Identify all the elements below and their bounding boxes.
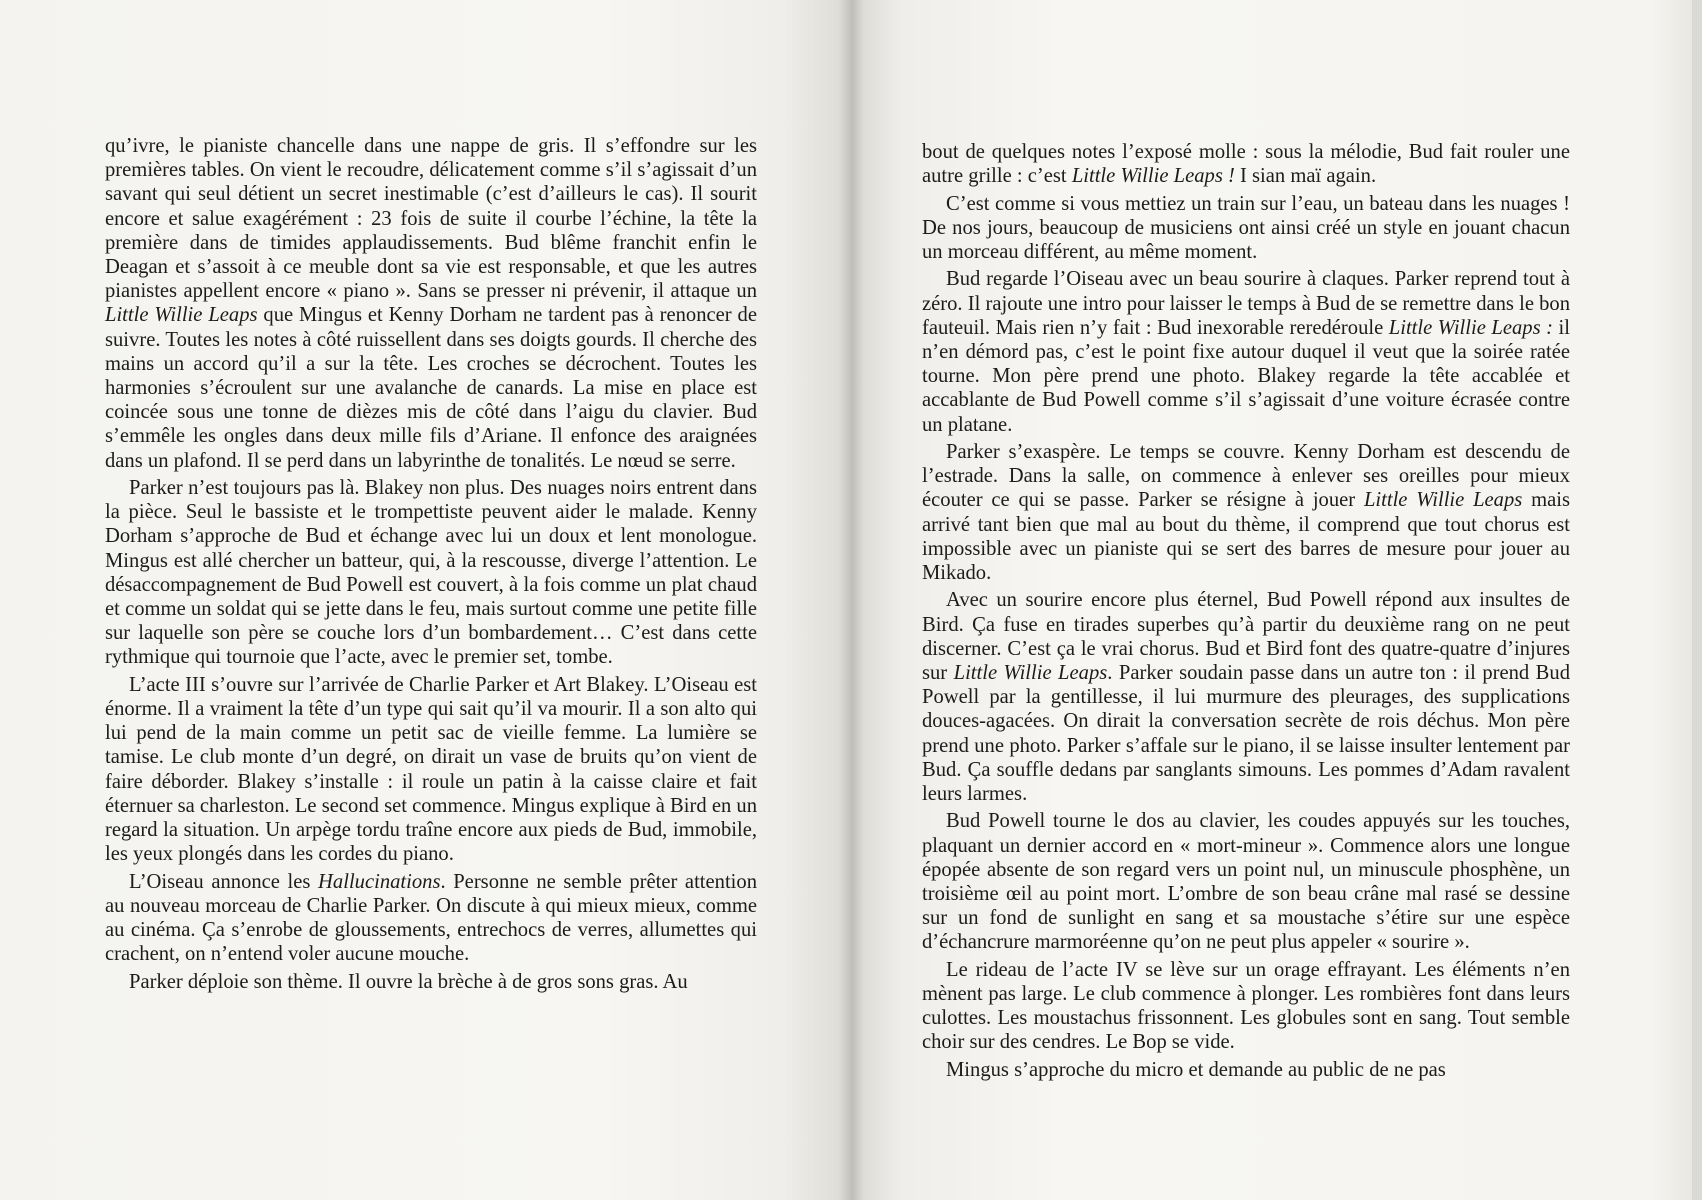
text-run: L’Oiseau annonce les (129, 870, 319, 893)
page-edge (1692, 0, 1702, 1200)
text-run: Parker n’est toujours pas là. Blakey non plus. Des nuages noirs entrent dans la pièce. Seul le bassiste et le trompettiste peuvent aider le malade. Kenny Dorham s’approche de Bud et échange avec lui un doux et lent monologue. Mingus est allé chercher un batteur, qui, à la rescousse, diverge l’attention. Le désaccompagnement de Bud Powell est couvert, à la fois comme un plat chaud et comme un soldat qui se jette dans le feu, mais surtout comme une petite fille sur laquelle son père se couche lors d’un bombardement… C’est dans cette rythmique qui tournoie que l’acte, avec le premier set, tombe. (105, 477, 757, 669)
text-run: Bud Powell tourne le dos au clavier, les coudes appuyés sur les touches, plaquant un dernier accord en « mort-mineur ». Commence alors une longue épopée absente de son regard vers un point nul, un minuscule phosphène, un troisième œil au point mort. L’ombre de son beau crâne mal rasé se dessine sur un fond de sunlight en sang et sa moustache s’étire sur une espèce d’échancrure marmoréenne qu’on ne peut plus appeler « sourire ». (922, 810, 1570, 954)
paragraph (105, 476, 757, 670)
italic-title: Little Willie Leaps : (1388, 316, 1554, 339)
paragraph (922, 192, 1570, 265)
text-run: que Mingus et Kenny Dorham ne tardent pas à renoncer de suivre. Toutes les notes à côté ruissellent dans ses doigts gourds. Il cherche des mains un accord qu’il a sur la tête. Les croches se décrochent. Toutes les harmonies s’écroulent sur une avalanche de canards. La mise en place est coincée sous une tonne de dièzes mis de côté dans l’aigu du clavier. Bud s’emmêle les ongles dans deux mille fils d’Ariane. Il enfonce des araignées dans un plafond. Il se perd dans un labyrinthe de tonalités. Le nœud se serre. (105, 304, 757, 472)
paragraph (922, 1058, 1570, 1082)
text-run: mais arrivé tant bien que mal au bout du thème, il comprend que tout chorus est impossible avec un pianiste qui se sert des barres de mesure pour jouer au Mikado. (922, 489, 1570, 585)
italic-title: Little Willie Leaps (953, 662, 1108, 685)
paragraph (922, 588, 1570, 806)
text-run: Le rideau de l’acte IV se lève sur un orage effrayant. Les éléments n’en mènent pas large. Le club commence à plonger. Les rombières font dans leurs culottes. Les moustachus frissonnent. Les globules sont en sang. Tout semble choir sur des cendres. Le Bop se vide. (922, 958, 1570, 1054)
paragraph (105, 870, 757, 967)
italic-title: Hallucinations (318, 870, 441, 893)
paragraph (922, 958, 1570, 1055)
text-run: . Personne ne semble prêter attention au nouveau morceau de Charlie Parker. On discute à qui mieux mieux, comme au cinéma. Ça s’enrobe de gloussements, entrechocs de verres, allumettes qui crachent, on n’entend voler aucune mouche. (105, 870, 757, 966)
paragraph (922, 140, 1570, 188)
paragraph (105, 134, 757, 473)
text-run: Mingus s’approche du micro et demande au public de ne pas (946, 1058, 1446, 1081)
paragraph (922, 809, 1570, 954)
right-page-text (922, 140, 1570, 1082)
paragraph (105, 970, 757, 994)
text-run: Avec un sourire encore plus éternel, Bud Powell répond aux insultes de Bird. Ça fuse en tirades superbes qu’à partir du deuxième rang on ne peut discerner. C’est ça le vrai chorus. Bud et Bird font des quatre-quatre d’injures sur (922, 589, 1570, 685)
paragraph (922, 267, 1570, 436)
text-run: Bud regarde l’Oiseau avec un beau sourire à claques. Parker reprend tout à zéro. Il rajoute une intro pour laisser le temps à Bud de se remettre dans le bon fauteuil. Mais rien n’y fait : Bud inexorable reredéroule (922, 268, 1570, 339)
text-run: C’est comme si vous mettiez un train sur l’eau, un bateau dans les nuages ! De nos jours, beaucoup de musiciens ont ainsi créé un style en jouant chacun un morceau différent, au même moment. (922, 192, 1570, 263)
italic-title: Little Willie Leaps (1363, 489, 1523, 512)
text-run: L’acte III s’ouvre sur l’arrivée de Charlie Parker et Art Blakey. L’Oiseau est énorme. Il a vraiment la tête d’un type qui sait qu’il va mourir. Il a son alto qui lui pend de la main comme un petit sac de vieille femme. La lumière se tamise. Le club monte d’un degré, on dirait un vase de bruits qu’on vient de faire déborder. Blakey s’installe : il roule un patin à la caisse claire et fait éternuer sa charleston. Le second set commence. Mingus explique à Bird en un regard la situation. Un arpège tordu traîne encore aux pieds de Bud, immobile, les yeux plongés dans les cordes du piano. (105, 673, 757, 866)
text-run: Parker déploie son thème. Il ouvre la brèche à de gros sons gras. Au (129, 970, 688, 993)
text-run: I sian maï again. (1234, 165, 1377, 188)
text-run: bout de quelques notes l’exposé molle : sous la mélodie, Bud fait rouler une autre grille : c’est (922, 141, 1570, 188)
italic-title: Little Willie Leaps (105, 304, 258, 327)
italic-title: Little Willie Leaps ! (1071, 165, 1235, 188)
text-run: il n’en démord pas, c’est le point fixe autour duquel il veut que la soirée ratée tourne. Mon père prend une photo. Blakey regarde la tête accablée et accablante de Bud Powell comme s’il s’agissait d’une voiture écrasée contre un platane. (922, 316, 1571, 436)
left-page-text (105, 134, 757, 994)
paragraph (105, 673, 757, 867)
paragraph (922, 440, 1570, 585)
text-run: Parker s’exaspère. Le temps se couvre. Kenny Dorham est descendu de l’estrade. Dans la salle, on commence à enlever ses oreilles pour mieux écouter ce qui se passe. Parker se résigne à jouer (922, 441, 1570, 512)
text-run: . Parker soudain passe dans un autre ton : il prend Bud Powell par la gentillesse, il lui murmure des pleurages, des supplications douces-agacées. On dirait la conversation secrète de rois déchus. Mon père prend une photo. Parker s’affale sur le piano, il se laisse insulter lentement par Bud. Ça souffle dedans par sanglants simouns. Les pommes d’Adam ravalent leurs larmes. (922, 662, 1570, 806)
text-run: qu’ivre, le pianiste chancelle dans une nappe de gris. Il s’effondre sur les premières tables. On vient le recoudre, délicatement comme s’il s’agissait d’un savant qui seul détient un secret inestimable (c’est d’ailleurs le cas). Il sourit encore et salue exagérément : 23 fois de suite il courbe l’échine, la tête la première dans de timides applaudissements. Bud blême franchit enfin le Deagan et s’assoit à ce meuble dont sa vie est responsable, et que les autres pianistes appellent encore « piano ». Sans se presser ni prévenir, il attaque un (105, 135, 757, 303)
